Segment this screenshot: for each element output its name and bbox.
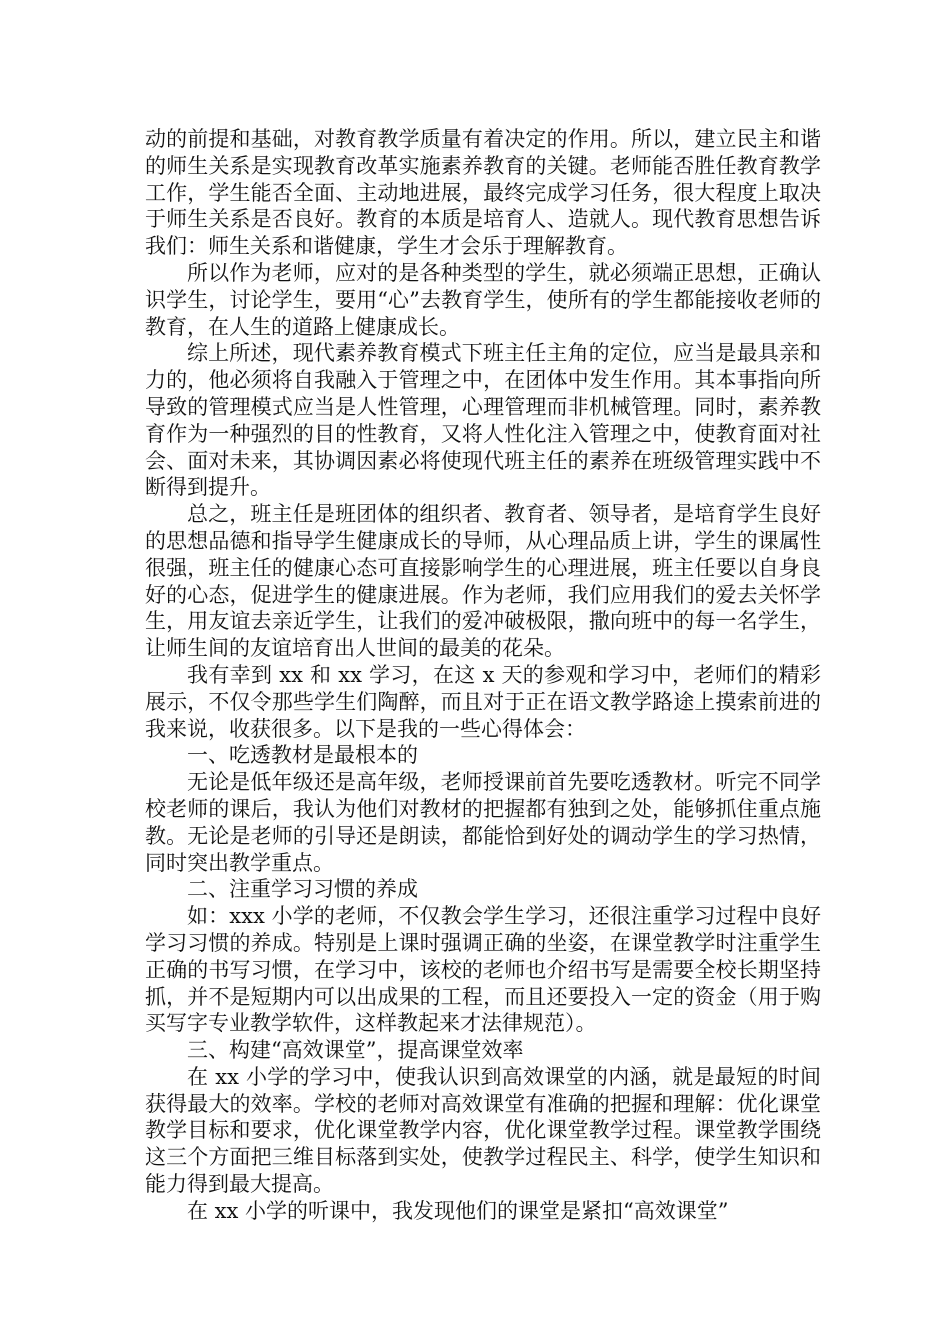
paragraph-8: 在 xx 小学的学习中，使我认识到高效课堂的内涵，就是最短的时间获得最大的效率。学校的老师对高效课堂有准确的把握和理解：优化课堂教学目标和要求，优化课堂教学内容，优化课堂教学过程。课堂教学围绕这三个方面把三维目标落到实处，使教学过程民主、科学，使学生知识和能力得到最大提高。 [145, 1064, 821, 1197]
section-heading-2: 二、注重学习习惯的养成 [187, 877, 418, 902]
paragraph-6: 无论是低年级还是高年级，老师授课前首先要吃透教材。听完不同学校老师的课后，我认为他们对教材的把握都有独到之处，能够抓住重点施教。无论是老师的引导还是朗读，都能恰到好处的调动学生的学习热情，同时突出教学重点。 [145, 770, 821, 875]
paragraph-3: 综上所述，现代素养教育模式下班主任主角的定位，应当是最具亲和力的，他必须将自我融入于管理之中，在团体中发生作用。其本事指向所导致的管理模式应当是人性管理，心理管理而非机械管理。同时，素养教育作为一种强烈的目的性教育，又将人性化注入管理之中，使教育面对社会、面对未来，其协调因素必将使现代班主任的素养在班级管理实践中不断得到提升。 [145, 341, 821, 500]
paragraph-4: 总之，班主任是班团体的组织者、教育者、领导者，是培育学生良好的思想品德和指导学生健康成长的导师，从心理品质上讲，学生的课属性很强，班主任的健康心态可直接影响学生的心理进展，班主任要以自身良好的心态，促进学生的健康进展。作为老师，我们应用我们的爱去关怀学生，用友谊去亲近学生，让我们的爱冲破极限，撒向班中的每一名学生，让师生间的友谊培育出人世间的最美的花朵。 [145, 502, 821, 661]
document-page [145, 126, 821, 1225]
paragraph-2: 所以作为老师，应对的是各种类型的学生，就必须端正思想，正确认识学生，讨论学生，要用“心”去教育学生，使所有的学生都能接收老师的教育，在人生的道路上健康成长。 [145, 260, 821, 339]
paragraph-1: 动的前提和基础，对教育教学质量有着决定的作用。所以，建立民主和谐的师生关系是实现教育改革实施素养教育的关键。老师能否胜任教育教学工作，学生能否全面、主动地进展，最终完成学习任务，很大程度上取决于师生关系是否良好。教育的本质是培育人、造就人。现代教育思想告诉我们：师生关系和谐健康，学生才会乐于理解教育。 [145, 127, 821, 259]
section-heading-1: 一、吃透教材是最根本的 [187, 743, 418, 768]
paragraph-9: 在 xx 小学的听课中，我发现他们的课堂是紧扣“高效课堂” [187, 1198, 729, 1223]
paragraph-7: 如：xxx 小学的老师，不仅教会学生学习，还很注重学习过程中良好学习习惯的养成。特别是上课时强调正确的坐姿，在课堂教学时注重学生正确的书写习惯，在学习中，该校的老师也介绍书写是需要全校长期坚持抓，并不是短期内可以出成果的工程，而且还要投入一定的资金（用于购买写字专业教学软件，这样教起来才法律规范）。 [145, 904, 821, 1036]
section-heading-3: 三、构建“高效课堂”，提高课堂效率 [187, 1038, 524, 1063]
paragraph-5: 我有幸到 xx 和 xx 学习，在这 x 天的参观和学习中，老师们的精彩展示，不仅令那些学生们陶醉，而且对于正在语文教学路途上摸索前进的我来说，收获很多。以下是我的一些心得体会： [145, 662, 821, 741]
